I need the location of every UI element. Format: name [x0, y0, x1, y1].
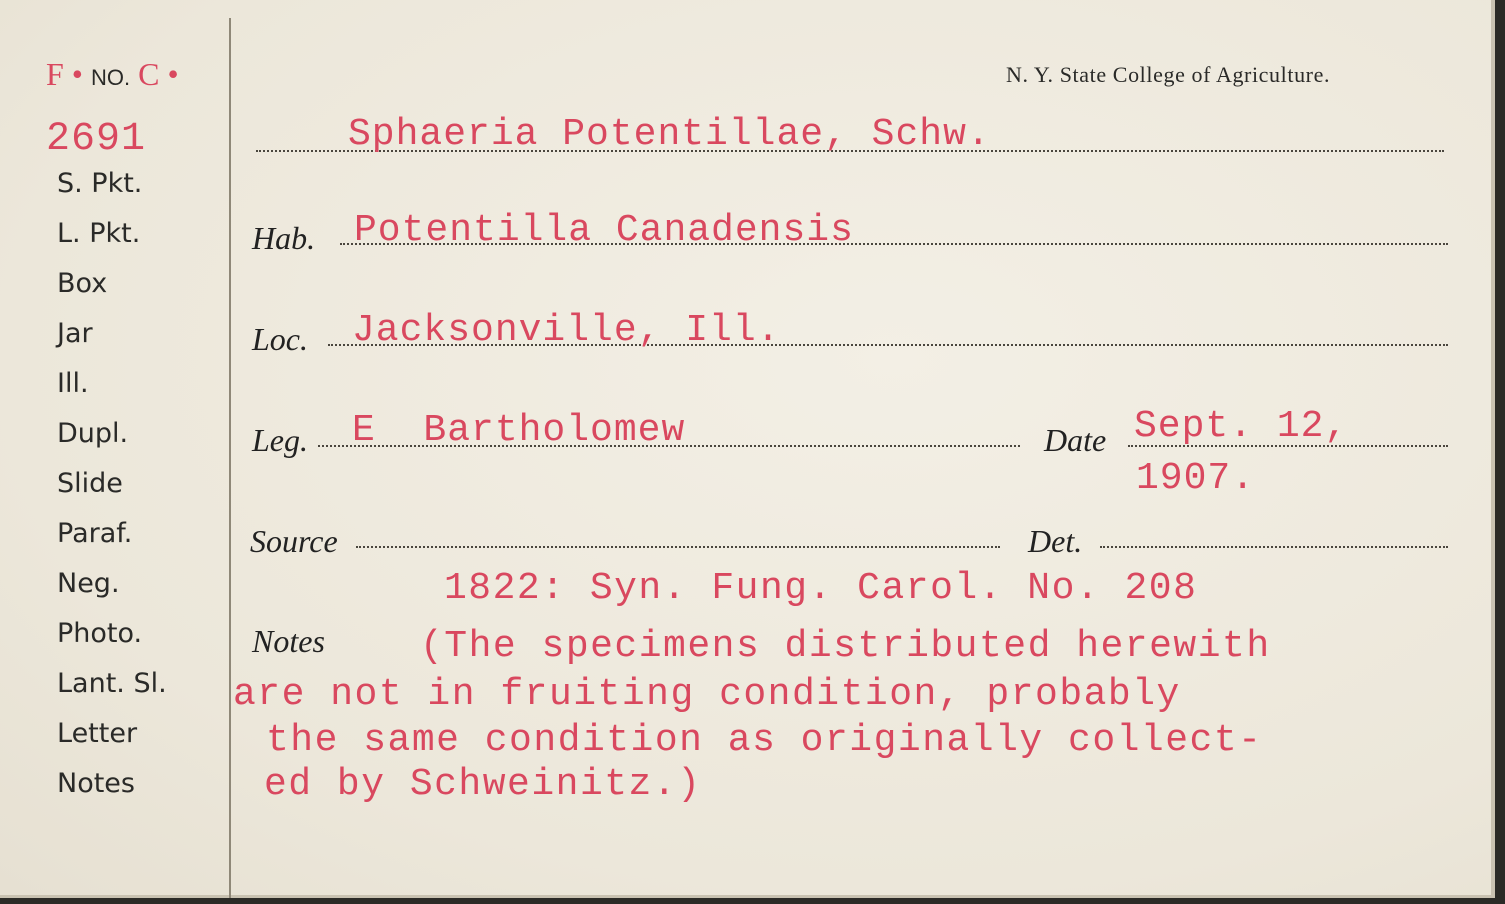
species-name: Sphaeria Potentillae, Schw.: [348, 113, 991, 156]
notes-line-2: (The specimens distributed herewith: [420, 625, 1271, 668]
f-prefix: F: [46, 56, 64, 92]
sidebar-item-paraf: Paraf.: [57, 518, 133, 549]
det-rule: [1100, 546, 1448, 548]
sidebar-item-s-pkt: S. Pkt.: [57, 168, 143, 199]
sidebar-item-slide: Slide: [57, 468, 123, 499]
date-value-line2: 1907.: [1136, 457, 1256, 500]
source-rule: [356, 546, 1000, 548]
sidebar-item-neg: Neg.: [57, 568, 120, 599]
institution-name: N. Y. State College of Agriculture.: [1006, 62, 1331, 87]
date-value-line1: Sept. 12,: [1134, 405, 1349, 448]
habitat-value: Potentilla Canadensis: [354, 209, 854, 252]
notes-line-1: 1822: Syn. Fung. Carol. No. 208: [444, 567, 1198, 610]
sidebar-item-dupl: Dupl.: [57, 418, 129, 449]
sidebar-item-photo: Photo.: [57, 618, 143, 649]
leg-label: Leg.: [252, 422, 308, 458]
sidebar-item-lant-sl: Lant. Sl.: [57, 668, 167, 699]
notes-line-5: ed by Schweinitz.): [264, 763, 702, 806]
locality-value: Jacksonville, Ill.: [352, 309, 781, 352]
record-number: 2691: [46, 117, 147, 162]
source-label: Source: [250, 523, 338, 559]
sidebar-item-ill: Ill.: [57, 368, 89, 399]
notes-label: Notes: [252, 623, 325, 659]
notes-line-3: are not in fruiting condition, probably: [233, 673, 1181, 716]
file-number-header: F • NO. C •: [46, 56, 179, 92]
sidebar-item-box: Box: [57, 268, 108, 299]
loc-label: Loc.: [252, 321, 308, 357]
sidebar-item-letter: Letter: [57, 718, 138, 749]
notes-line-4: the same condition as originally collect-: [266, 719, 1263, 762]
sidebar-item-notes: Notes: [57, 768, 135, 799]
column-divider: [229, 18, 231, 898]
date-label: Date: [1044, 422, 1107, 458]
det-label: Det.: [1028, 523, 1083, 559]
c-suffix: C: [138, 56, 160, 92]
sidebar-item-jar: Jar: [57, 318, 93, 349]
sidebar-item-l-pkt: L. Pkt.: [57, 218, 141, 249]
no-label: NO.: [91, 65, 131, 90]
collector-value: E Bartholomew: [352, 409, 686, 452]
hab-label: Hab.: [252, 220, 316, 256]
